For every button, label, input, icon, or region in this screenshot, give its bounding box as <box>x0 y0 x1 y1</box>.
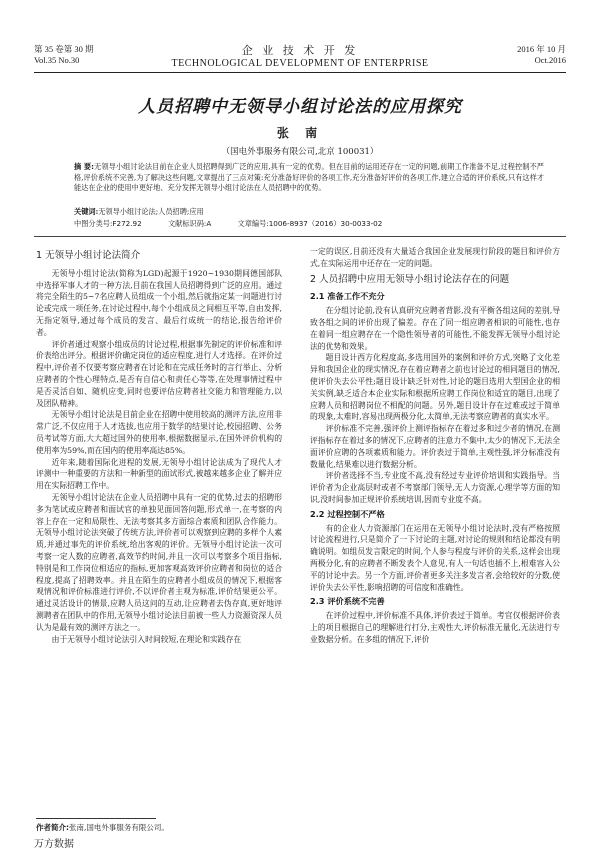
footnote-label: 作者简介: <box>36 823 69 832</box>
subsection-heading: 2.1 准备工作不充分 <box>310 291 385 302</box>
article-number: 文章编号:1006-8937（2016）30-0033-02 <box>237 219 383 228</box>
journal-name-cn: 企 业 技 术 开 发 <box>241 44 359 57</box>
classification-info <box>74 219 544 229</box>
keywords-label: 关键词: <box>74 207 99 216</box>
section-heading: 2 人员招聘中应用无领导小组讨论法存在的问题 <box>310 273 510 285</box>
volume-en: Vol.35 No.30 <box>34 55 80 65</box>
paper-title: 人员招聘中无领导小组讨论法的应用探究 <box>138 97 462 117</box>
paragraph: 无领导小组讨论法(简称为LGD)起源于1920~1930期间德国部队中选择军事人才的一种方法,目前在我国人员招聘得到广泛的应用。通过将完全陌生的5~7名应聘人员组成一个小组,然后就指定某一问题进行讨论或完成一项任务,在讨论过程中,每个小组成员之间相互平等,自由发挥,无指定领导,通过每个成员的发言、最后行成统一的结论,报告给评价者。 <box>36 268 282 337</box>
journal-name <box>154 42 446 69</box>
paragraph: 评价者选择不当,专业度不高,没有经过专业评价培训和实践指导。当评价者为企业高层时或者不考察部门领导,无人力资源,心理学等方面的知识,没时间参加正规评价系统培训,因而专业度不高。 <box>310 471 560 504</box>
paragraph: 由于无领导小组讨论法引入时间较短,在理论和实践存在 <box>51 634 242 644</box>
journal-name-en: TECHNOLOGICAL DEVELOPMENT OF ENTERPRISE <box>171 58 429 69</box>
author-name: 张 南 <box>276 126 324 140</box>
abstract-label: 摘 要: <box>74 162 94 171</box>
paragraph: 近年来,随着国际化进程的发展,无领导小组讨论法成为了现代人才评测中一种重要的方法和一种新型的面试形式,被越来越多企业了解并应用在实际招聘工作中。 <box>36 457 282 491</box>
abstract <box>74 162 544 194</box>
footnote-text: 张南,国电外事服务有限公司。 <box>69 823 169 832</box>
issue-date <box>517 44 566 66</box>
keywords <box>74 207 544 217</box>
keywords-text: 无领导小组讨论法;人员招聘;应用 <box>98 207 204 216</box>
clc-number: 中图分类号:F272.92 <box>74 219 142 228</box>
paragraph: 评价标准不完善,强评价上测评指标存在着过多和过少者的情况,在测评指标存在着过多的情况下,应聘者的注意力不集中,太少的情况下,无法全面评价应聘的各项素质和能力。评价表过于简单,主观性强,评分标准没有数量化,结果难以进行数据分析。 <box>310 424 560 469</box>
paragraph: 评价者通过观察小组成员的讨论过程,根据事先制定的评价标准和评价表给出评分。根据评价确定岗位的适应程度,进行人才选择。在评价过程中,评价者不仅要考察应聘者在讨论和在完成任务时的言行举止、分析应聘者的个性心理特点,是否有自信心和责任心等等,在处理事情过程中是否灵活自如、随机应变,同时也要评估应聘者社交能力和管理能力,以及团队精神。 <box>36 339 282 408</box>
paragraph: 一定的误区,目前还没有大量适合我国企业发展现行阶段的题目和评价方式,在实际运用中还存在一定的问题。 <box>310 247 560 268</box>
subsection-heading: 2.2 过程控制不严格 <box>310 508 385 519</box>
paragraph: 无领导小组讨论法在企业人员招聘中具有一定的优势,过去的招聘形多为笔试或应聘者和面试官的单独见面回答问题,形式单一,在考察的内容上存在一定和局限性、无法考察其多方面综合素质和团队合作能力。无领导小组讨论法突破了传统方法,评价者可以观察到应聘的多样个人素质,并通过事先的评价系统,给出客观的评价。无领导小组讨论法一次可考察一定人数的应聘者,高效节约时间,并且一次可以考察多个项目指标,特别是和工作岗位相适应的指标,更加客观高效评价应聘者和岗位的适合程度,提高了招聘效率。并且在陌生的应聘者小组成员的情况下,根据客观情况和评价标准进行评价,不以评价者主观为标准,评价结果更公平。通过灵活设计的情景,应聘人员这问的互动,让应聘者去伪存真,更好地评测聘者在团队中的作用,无领导小组讨论法目前被一些人力资源资深人员认为是最有效的测评方法之一。 <box>36 492 282 632</box>
database-watermark: 万方数据 <box>34 839 74 850</box>
date-cn: 2016 年 10 月 <box>517 44 566 54</box>
right-column <box>310 246 560 842</box>
abstract-rule <box>34 236 566 237</box>
footnote-rule <box>36 818 156 819</box>
running-header <box>34 40 566 70</box>
affiliation: （国电外事服务有限公司,北京 100031） <box>221 147 379 157</box>
paragraph: 无领导小组讨论法是目前企业在招聘中使用较高的测评方法,应用非常广泛,不仅应用于人才选拔,也应用于数学的结果讨论,校园招聘、公务员考试等方面,大大超过国外的使用率,根据数据显示,在国外评价机构的使用率为59%,而在国内的使用率高达85%。 <box>36 410 282 455</box>
volume-info <box>34 44 94 66</box>
paragraph: 题目设计西方化程度高,多选用国外的案例和评价方式,突略了文化差异和我国企业的现实情况,存在着应聘者之前也讨论过的相同题目的情况,使评价失去公平性;题目设计缺乏针对性,讨论的题目选用大型国企业的相关实例,缺乏适合本企业实际和根据所应聘工作岗位和适宜的题目,出现了应聘人员和招聘岗位不相配的问题。另外,题目设计存在过难或过于简单的现象,太难时,容易出现两极分化,太简单,无法考察应聘者的真实水平。 <box>310 353 560 422</box>
date-en: Oct.2016 <box>534 55 566 65</box>
author-footnote <box>36 822 169 833</box>
abstract-text: 无领导小组讨论法目前在企业人员招聘得到广泛的应用,具有一定的优势。但在目前的运用还存在一定的问题,前期工作准备不足,过程控制不严格,评价系统不完善,为了解决这些问题,文章提出了三点对策:充分准备好评价的各项工作,充分准备好评价的各项工作,建立合适的评价系统,只有这样才能达在企业的使用中更好地、充分发挥无领导小组讨论法在人员招聘中的优势。 <box>74 162 544 193</box>
left-column <box>36 246 282 816</box>
document-code: 文献标识码:A <box>167 219 212 228</box>
paragraph: 在评价过程中,评价标准不具体,评价表过于简单。考官仅根据评价表上的项目根据自己的理解进行打分,主观性大,评价标准无量化,无法进行专业数据分析。在多组的情况下,评价 <box>310 611 560 644</box>
volume-cn: 第 35 卷第 30 期 <box>34 44 94 54</box>
paragraph: 有的企业人力资源部门在运用在无领导小组讨论法时,没有严格按照讨论流程进行,只是简介了一下讨论的主题,对讨论的规则和结论都没有明确说明。如组员发言限定的时间,个人参与程度与评价的关系,这样会出现两极分化,有的应聘者不断发表个人意见,有人一句话也插不上,根难容入公平的讨论中去。另一个方面,评价者更多关注多发言者,会给较好的分数,使评价失去公平性,影响招聘的可信度和准确性。 <box>310 523 560 592</box>
header-rule <box>34 72 566 73</box>
section-heading: 1 无领导小组讨论法简介 <box>36 250 141 261</box>
paragraph: 在分组讨论前,没有认真研究应聘者背影,没有平衡各组这间的差别,导致各组之间的评价出现了偏差。存在了同一组应聘者相识的可能性,也存在着同一组应聘存在一个隐性领导者的可能性,不能发挥无领导小组讨论法的优势和效果。 <box>310 306 560 351</box>
subsection-heading: 2.3 评价系统不完善 <box>310 596 385 607</box>
